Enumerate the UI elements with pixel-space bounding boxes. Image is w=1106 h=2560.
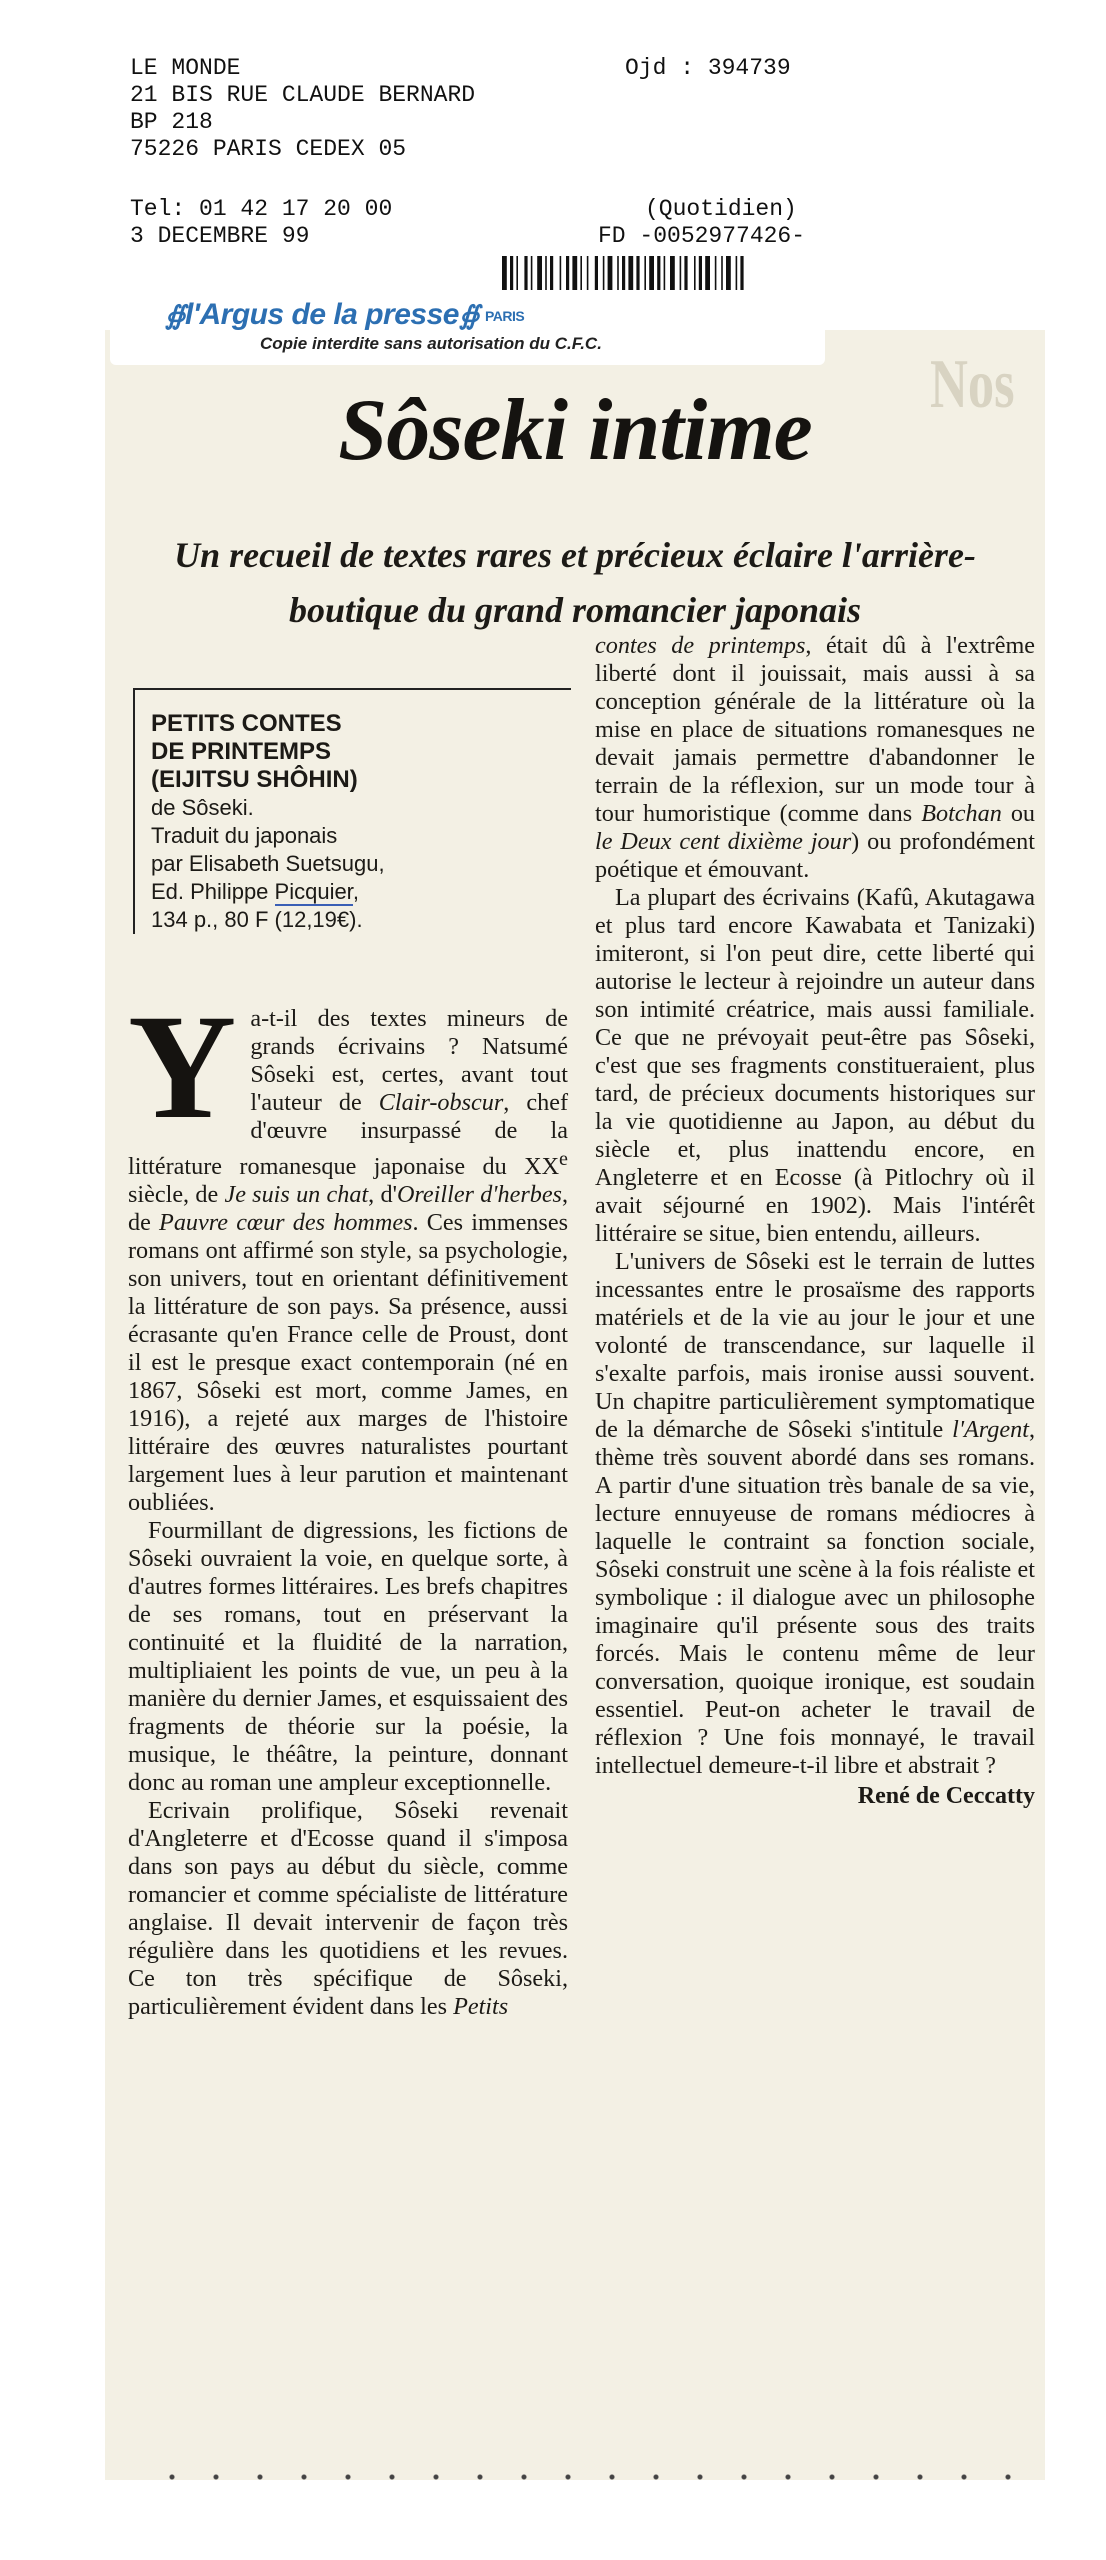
argus-mark-icon: ∯ bbox=[458, 300, 479, 330]
translator-line: par Elisabeth Suetsugu, bbox=[151, 851, 385, 876]
right-column bbox=[595, 632, 1035, 1810]
argus-mark-icon: ∯ bbox=[165, 300, 186, 330]
address-block bbox=[130, 55, 475, 163]
text-run: ) ou profondément poétique et émouvant. bbox=[595, 828, 1035, 883]
paragraph bbox=[128, 984, 569, 1517]
paragraph bbox=[595, 632, 1035, 884]
book-title: contes de printemps bbox=[595, 632, 806, 659]
publication-frequency: (Quotidien) bbox=[645, 196, 797, 222]
publisher-name: Picquier bbox=[274, 879, 353, 904]
book-original-title: (EIJITSU SHÔHIN) bbox=[151, 766, 358, 793]
address-line: 21 BIS RUE CLAUDE BERNARD bbox=[130, 82, 476, 108]
text-run: siècle, de bbox=[128, 1181, 225, 1209]
address-line: LE MONDE bbox=[130, 55, 241, 81]
text-run: L'univers de Sôseki est le terrain de luttes incessantes entre le prosaïsme des rapports matériels et de la vie au jour le jour et une volonté de transcendance, sur laquelle il s'exalte parfois, mais ironise aussi souvent. Un chapitre particulièrement symptomatique de la démarche de Sôseki s'intitule bbox=[595, 1248, 1035, 1443]
price-line: 134 p., 80 F (12,19€). bbox=[151, 907, 363, 932]
paragraph bbox=[595, 1248, 1035, 1780]
fd-number: FD -0052977426- bbox=[598, 223, 806, 249]
text-run: , thème très souvent abordé dans ses romans. A partir d'une situation très banale de sa vie, lecture ennuyeuse de romans médiocres à laquelle le contraint sa fonction sociale, Sôseki construit une scène à la fois réaliste et symbolique : il dialogue avec un philosophe imaginaire qu'il présente sous des traits forcés. Mais le contenu même de leur conversation, quoique ironique, est soudain essentiel. Peut-on acheter le travail de réflexion ? Une fois monnayé, le travail intellectuel demeure-t-il libre et abstrait ? bbox=[595, 1416, 1035, 1779]
article-author: René de Ceccatty bbox=[857, 1783, 1035, 1809]
show-through-text: Nos bbox=[930, 350, 1015, 420]
superscript: e bbox=[559, 1148, 568, 1170]
book-title: Oreiller d'herbes bbox=[396, 1181, 562, 1209]
text-run: , de bbox=[128, 1181, 569, 1237]
publisher-prefix: Ed. Philippe bbox=[151, 879, 275, 904]
ojd-number: Ojd : 394739 bbox=[625, 55, 791, 81]
argus-logo bbox=[165, 298, 524, 332]
text-run: Ecrivain prolifique, Sôseki revenait d'Angleterre et d'Ecosse quand il s'imposa dans son pays au début du siècle, comme romancier et comme spécialiste de littérature anglaise. Il devait intervenir de façon très régulière dans les quotidiens et les revues. Ce ton très spécifique de Sôseki, particulièrement évident dans les bbox=[128, 1797, 568, 2021]
address-line: 75226 PARIS CEDEX 05 bbox=[130, 136, 407, 162]
text-run: . Ces immenses romans ont affirmé son style, sa psychologie, son univers, tout en orientant définitivement la littérature de son pays. Sa présence, aussi écrasante qu'en France celle de Proust, dont il est le presque exact contemporain (né en 1867, Sôseki est mort, comme James, en 1916), a rejeté aux marges de l'histoire littéraire des œuvres naturalistes pourtant largement lues à leur parution et maintenant oubliées. bbox=[128, 1209, 568, 1517]
paragraph: Fourmillant de digressions, les fictions de Sôseki ouvraient la voie, en quelque sorte, à d'autres formes littéraires. Les brefs chapitres de ses romans, tout en préservant la continuité et la fluidité de la narration, multipliaient les points de vue, un peu à la manière du dernier James, et esquissaient des fragments de théorie sur la poésie, la musique, le théâtre, la peinture, donnant donc au roman une ampleur exceptionnelle. bbox=[128, 1517, 568, 1797]
book-title: le Deux cent dixième jour bbox=[595, 828, 852, 855]
text-run: a-t-il des textes mineurs de grands écrivains ? Natsumé Sôseki est, certes, avant tout l'auteur de bbox=[250, 1005, 568, 1116]
address-line: BP 218 bbox=[130, 109, 213, 135]
publisher-line bbox=[151, 878, 571, 906]
paragraph: La plupart des écrivains (Kafû, Akutagawa et plus tard encore Kawabata et Tanizaki) imiteront, si l'on peut dire, cette liberté qui autorise le lecteur à rejoindre un auteur dans son intimité créatrice, mais aussi familiale. Ce que ne prévoyait peut-être pas Sôseki, c'est que ses fragments constitueraient, plus tard, de précieux documents historiques sur la vie quotidienne au Japon, au début du siècle et, plus inattendu encore, en Angleterre et en Ecosse (à Pitlochry où il avait séjourné en 1902). Mais l'intérêt littéraire se situe, bien entendu, ailleurs. bbox=[595, 884, 1035, 1247]
article-subtitle: Un recueil de textes rares et précieux éclaire l'arrière-boutique du grand romancier japonais bbox=[174, 535, 976, 630]
argus-city: PARIS bbox=[484, 308, 525, 325]
book-author: de Sôseki. bbox=[151, 795, 254, 820]
argus-logo-text: l'Argus de la presse bbox=[185, 298, 459, 331]
publication-date: 3 DECEMBRE 99 bbox=[130, 223, 310, 249]
article-title: Sôseki intime bbox=[338, 382, 812, 479]
translation-line: Traduit du japonais bbox=[151, 823, 338, 848]
text-run: , d' bbox=[368, 1181, 397, 1209]
drop-cap: Y bbox=[128, 984, 237, 1150]
book-title: Pauvre cœur des hommes bbox=[159, 1209, 413, 1237]
text-run: , chef d'œuvre insurpassé de la littérature romanesque japonaise du XX bbox=[128, 1089, 568, 1181]
telephone: Tel: 01 42 17 20 00 bbox=[130, 196, 393, 222]
book-title: Clair-obscur bbox=[378, 1089, 504, 1116]
argus-label bbox=[110, 290, 825, 365]
paragraph bbox=[128, 1797, 568, 2021]
book-info-box bbox=[133, 688, 571, 934]
book-title: Petits bbox=[453, 1993, 509, 2021]
book-title-line: DE PRINTEMPS bbox=[151, 738, 332, 765]
text-run: ou bbox=[1001, 800, 1035, 827]
text-run: , était dû à l'extrême liberté dont il jouissait, mais aussi à sa conception générale de la littérature où la mise en place de situations romanesques ne devait jamais permettre d'abandonner le terrain de la réflexion, sur un mode tour à tour humoristique (comme dans bbox=[595, 632, 1035, 827]
book-title-line: PETITS CONTES bbox=[151, 710, 342, 737]
publisher-suffix: , bbox=[352, 879, 359, 904]
book-title: Botchan bbox=[921, 800, 1002, 827]
book-title: l'Argent bbox=[952, 1416, 1029, 1443]
book-title: Je suis un chat bbox=[224, 1181, 369, 1209]
perforation-dots bbox=[150, 2473, 1030, 2481]
left-column bbox=[128, 984, 569, 2021]
copyright-notice: Copie interdite sans autorisation du C.F.C. bbox=[260, 334, 602, 353]
